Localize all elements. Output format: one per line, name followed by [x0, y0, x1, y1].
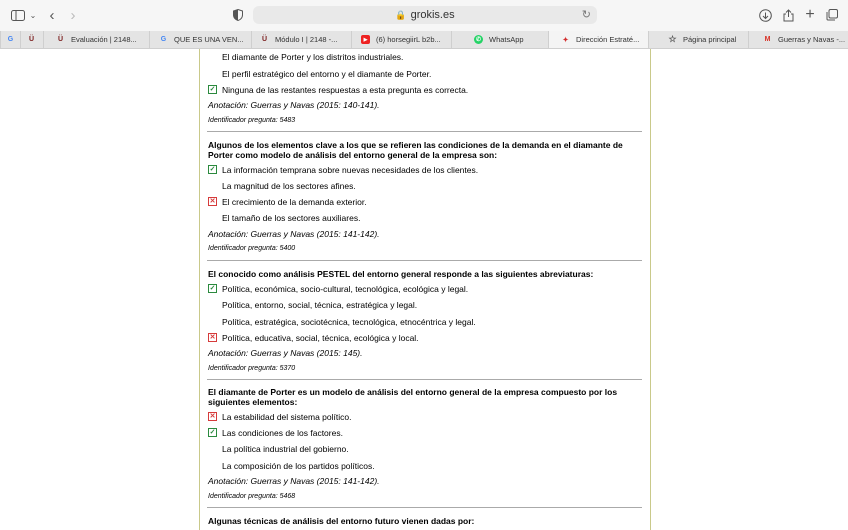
question-next: [208, 516, 642, 526]
annotation: Anotación: Guerras y Navas (2015: 140-141).: [208, 100, 380, 110]
tab-gmail[interactable]: [748, 31, 848, 48]
tab-label: QUE ES UNA VEN...: [174, 35, 244, 44]
answer-option: El tamaño de los sectores auxiliares.: [208, 212, 360, 223]
question-title: Algunos de los elementos clave a los que se refieren las condiciones de la demanda en el diamante de Porter como modelo de análisis del entorno general de la empresa son:: [208, 140, 623, 160]
back-icon[interactable]: ‹: [49, 6, 55, 24]
gmail-icon: M: [764, 36, 771, 43]
tab-bar: [0, 31, 848, 49]
star-icon: ☆: [668, 34, 677, 44]
privacy-shield-icon[interactable]: [231, 6, 245, 24]
chevron-down-icon[interactable]: ⌄: [29, 10, 37, 20]
reload-icon[interactable]: ↻: [581, 9, 591, 21]
page-content: [199, 49, 651, 530]
tab-direccion-active[interactable]: [548, 31, 648, 48]
answer-option: ✕ La estabilidad del sistema político.: [209, 411, 352, 422]
youtube-icon: ▶: [361, 35, 370, 44]
lock-icon: 🔒: [395, 9, 407, 20]
tab-university[interactable]: [20, 31, 43, 48]
answer-option: La magnitud de los sectores afines.: [208, 180, 356, 191]
answer-option: La composición de los partidos políticos.: [208, 460, 375, 471]
new-tab-icon[interactable]: +: [805, 6, 815, 23]
question-identifier: Identificador pregunta: 5370: [208, 365, 296, 372]
tab-label: Guerras y Navas -...: [778, 35, 846, 44]
question-identifier: Identificador pregunta: 5483: [208, 117, 296, 124]
question-title: El diamante de Porter es un modelo de análisis del entorno general de la empresa compuesto por los siguientes elementos:: [208, 387, 618, 407]
blank-mark: [208, 461, 217, 470]
tab-pagina-principal[interactable]: [648, 31, 748, 48]
tab-label: Página principal: [683, 35, 737, 44]
annotation: Anotación: Guerras y Navas (2015: 145).: [208, 348, 363, 358]
annotation: Anotación: Guerras y Navas (2015: 141-142).: [208, 476, 380, 486]
answer-option: ✓ La información temprana sobre nuevas necesidades de los clientes.: [209, 164, 479, 175]
tab-youtube[interactable]: [351, 31, 451, 48]
tab-label: Evaluación | 2148...: [71, 35, 137, 44]
cross-icon: ✕: [209, 334, 216, 341]
cross-icon: ✕: [209, 198, 216, 205]
question-identifier: Identificador pregunta: 5468: [208, 493, 296, 500]
divider: [207, 131, 642, 132]
answer-option: ✓ Las condiciones de los factores.: [209, 427, 343, 438]
sidebar-icon[interactable]: [10, 6, 26, 24]
google-icon: G: [7, 36, 14, 43]
forward-icon[interactable]: ›: [70, 6, 76, 24]
answer-option: ✕ Política, educativa, social, técnica, ecológica y local.: [209, 332, 419, 343]
browser-toolbar: [0, 0, 848, 31]
address-bar[interactable]: [253, 6, 597, 24]
site-icon: ✦: [562, 36, 569, 44]
answer-option: La política industrial del gobierno.: [208, 443, 349, 454]
question-identifier: Identificador pregunta: 5400: [208, 245, 296, 252]
tab-label: (6) horsegiirL b2b...: [376, 35, 441, 44]
answer-option: El diamante de Porter y los distritos industriales.: [208, 51, 403, 62]
blank-mark: [208, 181, 217, 190]
answer-option: Política, entorno, social, técnica, estratégica y legal.: [208, 299, 417, 310]
tab-evaluacion[interactable]: [43, 31, 149, 48]
university-icon: Ü: [57, 36, 64, 43]
divider: [207, 507, 642, 508]
tab-google[interactable]: [0, 31, 20, 48]
checkmark-icon: ✓: [209, 86, 216, 93]
question-5400: [208, 140, 642, 252]
answer-option: Política, estratégica, sociotécnica, tecnológica, etnocéntrica y legal.: [208, 316, 476, 327]
answer-option: ✕ El crecimiento de la demanda exterior.: [209, 196, 367, 207]
blank-mark: [208, 213, 217, 222]
whatsapp-icon: ✆: [475, 37, 482, 43]
checkmark-icon: ✓: [209, 166, 216, 173]
blank-mark: [208, 69, 217, 78]
question-5370: [208, 269, 642, 372]
answer-option: ✓ Ninguna de las restantes respuestas a esta pregunta es correcta.: [209, 84, 469, 95]
answer-option: ✓ Política, económica, socio-cultural, tecnológica, ecológica y legal.: [209, 283, 469, 294]
cross-icon: ✕: [209, 413, 216, 420]
blank-mark: [208, 300, 217, 309]
tab-overview-icon[interactable]: [824, 6, 840, 24]
divider: [207, 379, 642, 380]
tab-whatsapp[interactable]: [451, 31, 548, 48]
url-text: grokis.es: [410, 9, 455, 21]
tab-label: Dirección Estraté...: [576, 35, 640, 44]
blank-mark: [208, 444, 217, 453]
tab-modulo[interactable]: [251, 31, 351, 48]
tab-que-es[interactable]: [149, 31, 251, 48]
tab-label: WhatsApp: [489, 35, 524, 44]
tab-label: Módulo I | 2148 -...: [275, 35, 338, 44]
blank-mark: [208, 52, 217, 61]
share-icon[interactable]: [780, 6, 796, 24]
annotation: Anotación: Guerras y Navas (2015: 141-142).: [208, 229, 380, 239]
university-icon: Ü: [28, 36, 35, 43]
checkmark-icon: ✓: [209, 429, 216, 436]
blank-mark: [208, 317, 217, 326]
question-5468: [208, 387, 642, 500]
university-icon: Ü: [261, 36, 268, 43]
google-icon: G: [160, 36, 167, 43]
download-icon[interactable]: [757, 6, 773, 24]
divider: [207, 260, 642, 261]
checkmark-icon: ✓: [209, 285, 216, 292]
question-title: Algunas técnicas de análisis del entorno futuro vienen dadas por:: [208, 516, 475, 526]
question-title: El conocido como análisis PESTEL del entorno general responde a las siguientes abreviaturas:: [208, 269, 594, 279]
answer-option: El perfil estratégico del entorno y el diamante de Porter.: [208, 68, 431, 79]
